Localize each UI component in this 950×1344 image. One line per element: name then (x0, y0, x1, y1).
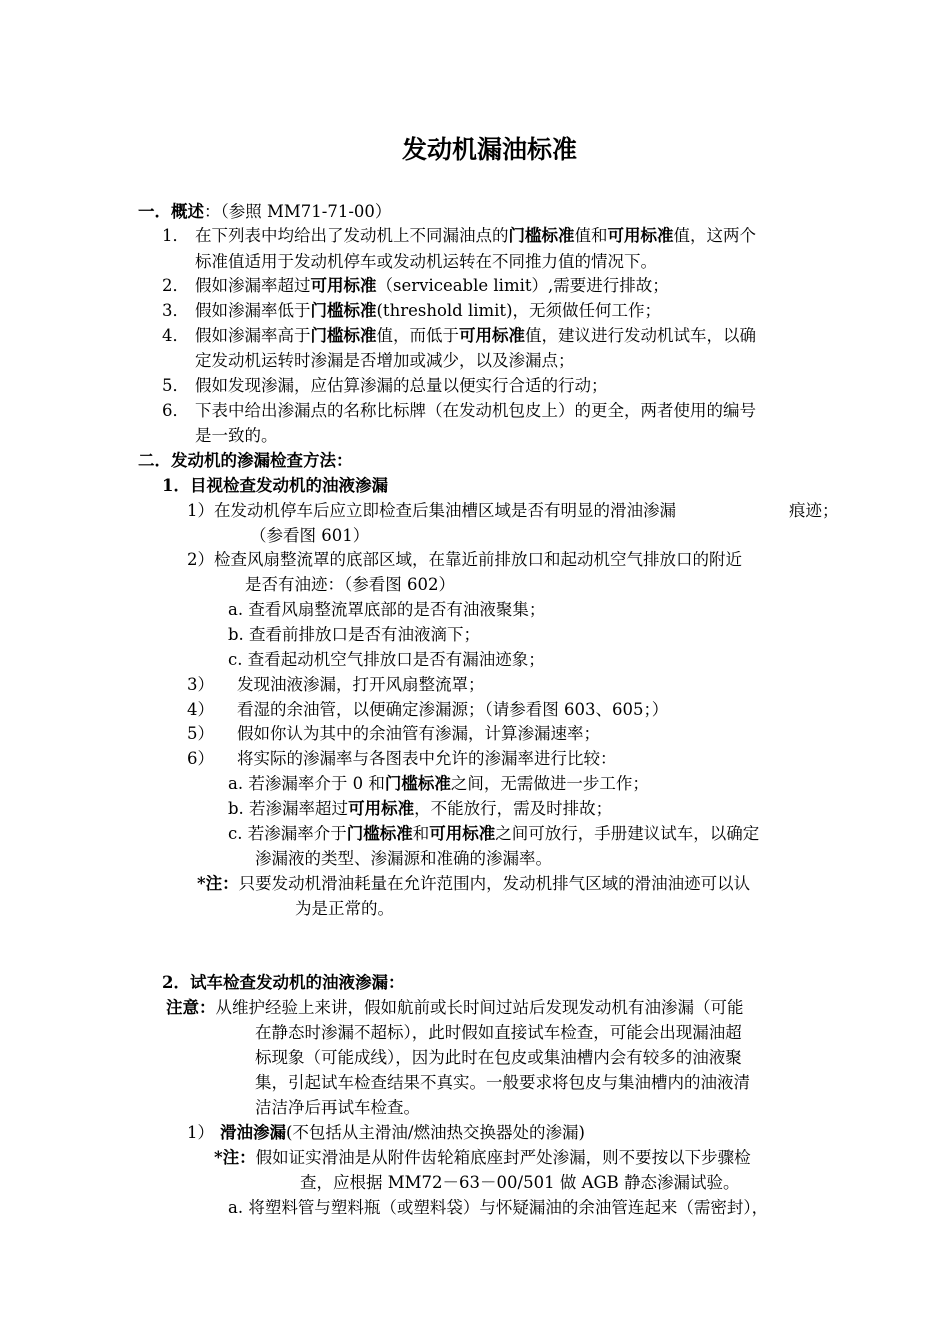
text-run: 值，建议进行发动机试车，以确 (525, 326, 756, 345)
text-run: 假如渗漏率高于 (195, 326, 311, 345)
item-number: 5． (162, 376, 189, 395)
section-2-heading (138, 449, 353, 473)
text-run: a. 若渗漏率介于 0 和 (228, 774, 385, 793)
item-number: 6． (162, 401, 189, 420)
text-run: b. 若渗漏率超过 (228, 799, 349, 818)
subsection-number: 2． (162, 973, 190, 992)
bold-term: 可用标准 (459, 326, 525, 345)
note-label: *注： (197, 874, 239, 893)
step-2-b: b. 查看前排放口是否有油液滴下； (228, 625, 481, 644)
step-number: 1） (187, 501, 214, 520)
item-text: 假如发现渗漏，应估算渗漏的总量以便实行合适的行动； (195, 376, 608, 395)
list-item-1-cont: 标准值适用于发动机停车或发动机运转在不同推力值的情况下。 (195, 252, 657, 271)
text-run: 值，这两个 (673, 226, 756, 245)
bold-term: 门槛标准 (310, 326, 377, 345)
oil-leak-step-a: a. 将塑料管与塑料瓶（或塑料袋）与怀疑漏油的余油管连起来（需密封）， (228, 1198, 769, 1217)
item-number: 1． (162, 226, 189, 245)
subsection-1-heading (162, 474, 388, 498)
subsection-title: 试车检查发动机的油液渗漏： (189, 973, 405, 992)
step-6-a (228, 772, 649, 796)
text-run: 假如渗漏率超过 (195, 276, 311, 295)
bold-term: 门槛标准 (508, 226, 575, 245)
step-1-tail: 痕迹； (789, 501, 839, 520)
bold-term: 可用标准 (310, 276, 377, 295)
caution-cont-1: 在静态时渗漏不超标），此时假如直接试车检查，可能会出现漏油超 (255, 1023, 742, 1042)
step-2-a: a. 查看风扇整流罩底部的是否有油液聚集； (228, 600, 546, 619)
step-6-c (228, 822, 759, 846)
note-2-cont: 查，应根据 MM72－63－00/501 做 AGB 静态渗漏试验。 (300, 1173, 740, 1192)
subsection-title: 目视检查发动机的油液渗漏 (189, 476, 388, 495)
step-5 (187, 722, 600, 746)
caution-note (166, 996, 744, 1020)
list-item-3 (162, 299, 662, 323)
list-item-4 (162, 324, 756, 348)
note-2 (214, 1146, 751, 1170)
step-1-cont: （参看图 601） (250, 526, 370, 545)
item-number: 3． (162, 301, 189, 320)
step-text: 看湿的余油管，以便确定渗漏源；（请参看图 603、605；） (237, 700, 669, 719)
section-heading-text: 发动机的渗漏检查方法： (171, 451, 353, 470)
bold-term: 可用标准 (348, 799, 415, 818)
item-text: 下表中给出渗漏点的名称比标牌（在发动机包皮上）的更全，两者使用的编号 (195, 401, 756, 420)
bold-term: 可用标准 (607, 226, 674, 245)
item-number: 4． (162, 326, 189, 345)
step-number: 5） (187, 724, 214, 743)
section-1-heading (138, 200, 391, 224)
step-number: 1） (187, 1123, 214, 1142)
page-title: 发动机漏油标准 (402, 135, 578, 164)
step-4 (187, 698, 669, 722)
note-1 (197, 872, 750, 896)
note-label: *注： (214, 1148, 256, 1167)
note-1-cont: 为是正常的。 (295, 899, 394, 918)
step-6-b (228, 797, 612, 821)
section-heading-text: 概述 (171, 202, 204, 221)
caution-cont-2: 标现象（可能成线），因为此时在包皮或集油槽内会有较多的油液聚 (255, 1048, 742, 1067)
bold-term: 门槛标准 (384, 774, 451, 793)
caution-text: 从维护经验上来讲，假如航前或长时间过站后发现发动机有油渗漏（可能 (215, 998, 744, 1017)
text-run: 和 (412, 824, 430, 843)
text-run: 在下列表中均给出了发动机上不同漏油点的 (195, 226, 509, 245)
step-number: 3） (187, 675, 214, 694)
section-heading-ref: ：（参照 MM71-71-00） (204, 202, 392, 221)
step-number: 2） (187, 550, 214, 569)
bold-term: 门槛标准 (310, 301, 377, 320)
list-item-4-cont: 定发动机运转时渗漏是否增加或减少，以及渗漏点； (195, 351, 575, 370)
caution-label: 注意： (166, 998, 216, 1017)
step-text: 发现油液渗漏，打开风扇整流罩； (237, 675, 485, 694)
item-number: 2． (162, 276, 189, 295)
section-number: 一． (138, 202, 171, 221)
text-run: (threshold limit)，无须做任何工作； (376, 301, 662, 320)
list-item-5 (162, 374, 608, 398)
note-text: 假如证实滑油是从附件齿轮箱底座封严处渗漏，则不要按以下步骤检 (255, 1148, 751, 1167)
subsection-number: 1． (162, 476, 190, 495)
caution-cont-3: 集，引起试车检查结果不真实。一般要求将包皮与集油槽内的油液清 (255, 1073, 750, 1092)
list-item-2 (162, 274, 669, 298)
step-6 (187, 747, 617, 771)
text-run: 之间可放行，手册建议试车，以确定 (495, 824, 760, 843)
step-number: 6） (187, 749, 214, 768)
list-item-6-cont: 是一致的。 (195, 426, 278, 445)
bold-term: 门槛标准 (346, 824, 413, 843)
step-text: 将实际的渗漏率与各图表中允许的渗漏率进行比较： (237, 749, 617, 768)
text-run: 值，而低于 (376, 326, 459, 345)
subsection-2-heading (162, 971, 404, 995)
caution-cont-4: 洁洁净后再试车检查。 (255, 1098, 420, 1117)
step-3 (187, 673, 485, 697)
text-run: （serviceable limit）,需要进行排故； (376, 276, 669, 295)
text-run: 之间，无需做进一步工作； (450, 774, 649, 793)
step-text: 检查风扇整流罩的底部区域，在靠近前排放口和起动机空气排放口的附近 (214, 550, 742, 569)
step-2-cont: 是否有油迹：（参看图 602） (245, 575, 455, 594)
step-number: 4） (187, 700, 214, 719)
step-text: (不包括从主滑油/燃油热交换器处的渗漏) (286, 1123, 585, 1142)
oil-leak-step (187, 1121, 585, 1145)
section-number: 二． (138, 451, 171, 470)
step-2-c: c. 查看起动机空气排放口是否有漏油迹象； (228, 650, 545, 669)
step-1 (187, 499, 676, 523)
text-run: 值和 (574, 226, 608, 245)
text-run: ，不能放行，需及时排故； (414, 799, 613, 818)
text-run: c. 若渗漏率介于 (228, 824, 347, 843)
step-6-c-cont: 渗漏液的类型、渗漏源和准确的渗漏率。 (255, 849, 552, 868)
step-text: 假如你认为其中的余油管有渗漏，计算渗漏速率； (237, 724, 600, 743)
step-2 (187, 548, 742, 572)
list-item-6 (162, 399, 756, 423)
step-title: 滑油渗漏 (220, 1123, 286, 1142)
note-text: 只要发动机滑油耗量在允许范围内，发动机排气区域的滑油油迹可以认 (238, 874, 751, 893)
text-run: 假如渗漏率低于 (195, 301, 311, 320)
step-text: 在发动机停车后应立即检查后集油槽区域是否有明显的滑油渗漏 (214, 501, 676, 520)
bold-term: 可用标准 (429, 824, 496, 843)
list-item-1 (162, 224, 756, 248)
